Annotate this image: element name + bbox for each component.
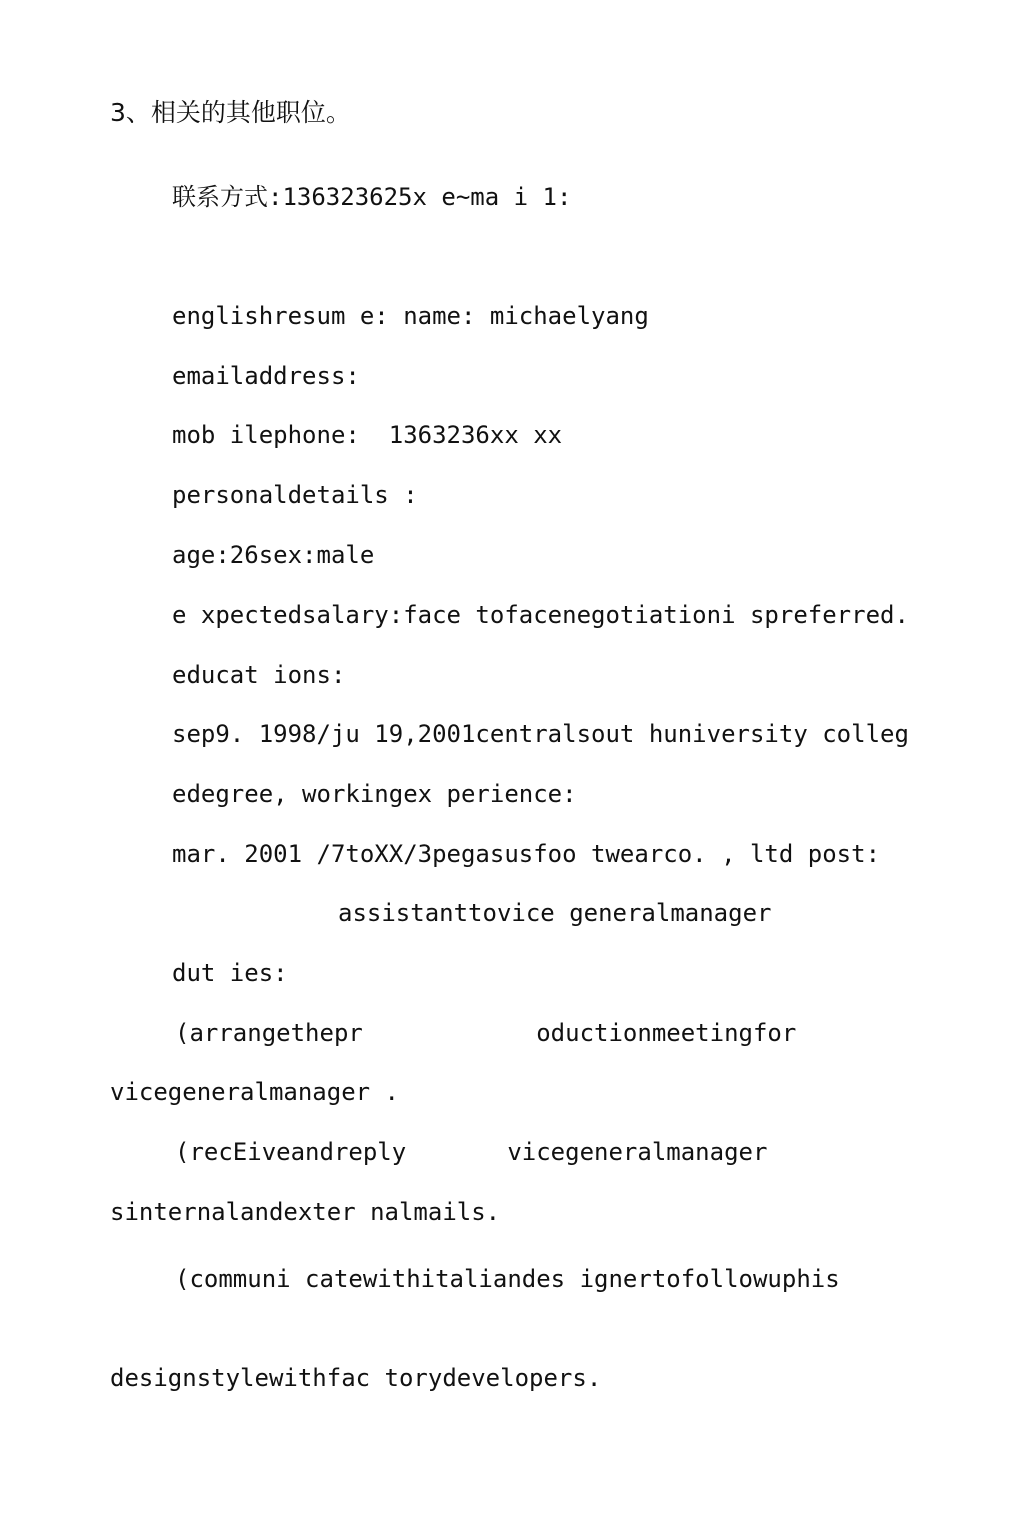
resume-line-duties: dut ies:: [172, 959, 288, 987]
resume-line-duty-2a: (recEiveandreply vicegeneralmanager: [175, 1138, 768, 1166]
resume-line-duty-1a: (arrangethepr oductionmeetingfor: [175, 1019, 797, 1047]
resume-line-name: englishresum e: name: michaelyang: [172, 302, 649, 330]
resume-line-education-label: educat ions:: [172, 661, 346, 689]
resume-line-work: mar. 2001 /7toXX/3pegasusfoo twearco. , ltd post:: [172, 840, 881, 868]
resume-line-education: sep9. 1998/ju 19,2001centralsout huniversity colleg: [172, 720, 909, 748]
resume-line-duty-3b: designstylewithfac torydevelopers.: [110, 1364, 602, 1392]
resume-line-duty-2b: sinternalandexter nalmails.: [110, 1198, 501, 1226]
resume-line-mobile: mob ilephone: 1363236xx xx: [172, 421, 563, 449]
section-heading: 3、相关的其他职位。: [110, 98, 351, 127]
resume-line-email: emailaddress:: [172, 362, 360, 390]
resume-line-degree: edegree, workingex perience:: [172, 780, 577, 808]
resume-line-personal: personaldetails :: [172, 481, 418, 509]
resume-line-duty-1b: vicegeneralmanager .: [110, 1078, 399, 1106]
contact-line: 联系方式:136323625x e~ma i 1:: [172, 183, 572, 211]
resume-line-age: age:26sex:male: [172, 541, 375, 569]
resume-line-salary: e xpectedsalary:face tofacenegotiationi spreferred.: [172, 601, 909, 629]
resume-line-post: assistanttovice generalmanager: [338, 899, 772, 927]
resume-line-duty-3a: (communi catewithitaliandes ignertofollowuphis: [175, 1265, 840, 1293]
